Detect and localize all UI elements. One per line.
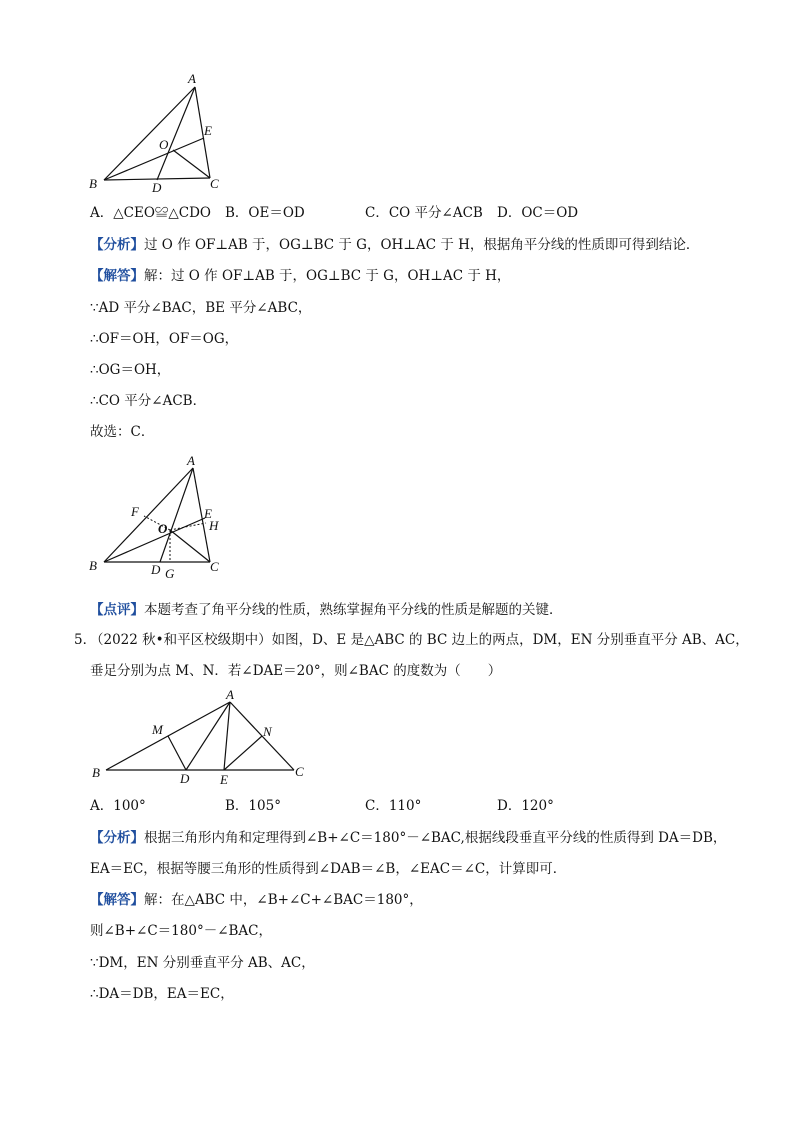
q5-solution-line-2: 则∠B+∠C＝180°－∠BAC， bbox=[90, 923, 273, 939]
q4-solution-line-6: 故选：C． bbox=[90, 424, 155, 440]
fig3-label-C: C bbox=[295, 764, 304, 779]
fig3-label-D: D bbox=[180, 771, 190, 786]
analysis-text: 根据三角形内角和定理得到∠B+∠C＝180°－∠BAC,根据线段垂直平分线的性质得到 DA＝DB， bbox=[144, 830, 727, 846]
fig1-label-D: D bbox=[152, 180, 162, 195]
solution-text: 解：在△ABC 中，∠B+∠C+∠BAC＝180°， bbox=[144, 892, 423, 908]
q5-stem-line-1: （2022 秋•和平区校级期中）如图，D、E 是△ABC 的 BC 边上的两点，DM，EN 分别垂直平分 AB、AC， bbox=[90, 632, 749, 648]
fig2-label-F: F bbox=[131, 504, 139, 519]
solution-tag: 【解答】 bbox=[90, 268, 144, 284]
analysis-text: 过 O 作 OF⊥AB 于，OG⊥BC 于 G，OH⊥AC 于 H，根据角平分线的性质即可得到结论． bbox=[144, 237, 700, 253]
q4-solution-line-5: ∴CO 平分∠ACB． bbox=[90, 393, 207, 409]
fig2-label-A: A bbox=[187, 453, 195, 468]
comment-text: 本题考查了角平分线的性质，熟练掌握角平分线的性质是解题的关键． bbox=[144, 602, 563, 618]
figure-3-triangle-bisectors bbox=[84, 686, 314, 786]
q4-solution-line-4: ∴OG＝OH， bbox=[90, 362, 171, 378]
fig1-label-B: B bbox=[89, 176, 97, 191]
q5-option-b: B．105° bbox=[225, 798, 281, 814]
fig2-label-E: E bbox=[204, 506, 212, 521]
fig2-label-C: C bbox=[210, 559, 219, 574]
q4-option-a: A．△CEO≌△CDO bbox=[90, 205, 211, 221]
fig2-label-H: H bbox=[209, 518, 219, 533]
q4-analysis bbox=[90, 235, 699, 255]
q5-solution-line-3: ∵DM，EN 分别垂直平分 AB、AC， bbox=[90, 955, 315, 971]
fig2-label-G: G bbox=[165, 566, 175, 581]
q5-solution-line-4: ∴DA＝DB，EA＝EC， bbox=[90, 986, 234, 1002]
figure-1-triangle bbox=[84, 70, 234, 195]
fig3-label-M: M bbox=[152, 722, 163, 737]
figure-2-triangle-perpendiculars bbox=[84, 450, 234, 585]
q5-option-a: A．100° bbox=[90, 798, 146, 814]
q4-option-c: C．CO 平分∠ACB bbox=[365, 205, 483, 221]
solution-tag: 【解答】 bbox=[90, 892, 144, 908]
q5-option-c: C．110° bbox=[365, 798, 422, 814]
q4-comment bbox=[90, 600, 563, 620]
q5-stem-line-2: 垂足分别为点 M、N．若∠DAE＝20°，则∠BAC 的度数为（ ） bbox=[90, 663, 502, 679]
q5-solution-line-1 bbox=[90, 890, 423, 910]
q4-option-b: B．OE＝OD bbox=[225, 205, 305, 221]
fig2-label-D: D bbox=[151, 562, 161, 577]
q5-analysis-line-2: EA＝EC，根据等腰三角形的性质得到∠DAB＝∠B，∠EAC＝∠C，计算即可． bbox=[90, 861, 567, 877]
q4-solution-line-3: ∴OF＝OH，OF＝OG， bbox=[90, 331, 239, 347]
q5-analysis-line-1 bbox=[90, 828, 726, 848]
fig1-label-A: A bbox=[188, 71, 196, 86]
q4-solution-line-1 bbox=[90, 266, 510, 286]
fig2-label-B: B bbox=[89, 558, 97, 573]
analysis-tag: 【分析】 bbox=[90, 237, 144, 253]
q4-option-d: D．OC＝OD bbox=[497, 205, 579, 221]
analysis-tag: 【分析】 bbox=[90, 830, 144, 846]
fig1-label-C: C bbox=[210, 176, 219, 191]
fig1-label-E: E bbox=[204, 123, 212, 138]
q4-solution-line-2: ∵AD 平分∠BAC，BE 平分∠ABC， bbox=[90, 300, 312, 316]
fig3-label-B: B bbox=[92, 765, 100, 780]
solution-text: 解：过 O 作 OF⊥AB 于，OG⊥BC 于 G，OH⊥AC 于 H， bbox=[144, 268, 511, 284]
comment-tag: 【点评】 bbox=[90, 602, 144, 618]
fig3-label-E: E bbox=[220, 772, 228, 786]
fig3-label-A: A bbox=[226, 687, 234, 702]
fig2-label-O: O bbox=[158, 521, 168, 536]
question-number: 5． bbox=[74, 632, 97, 648]
q5-option-d: D．120° bbox=[497, 798, 554, 814]
fig1-label-O: O bbox=[159, 137, 169, 152]
fig3-label-N: N bbox=[263, 724, 272, 739]
